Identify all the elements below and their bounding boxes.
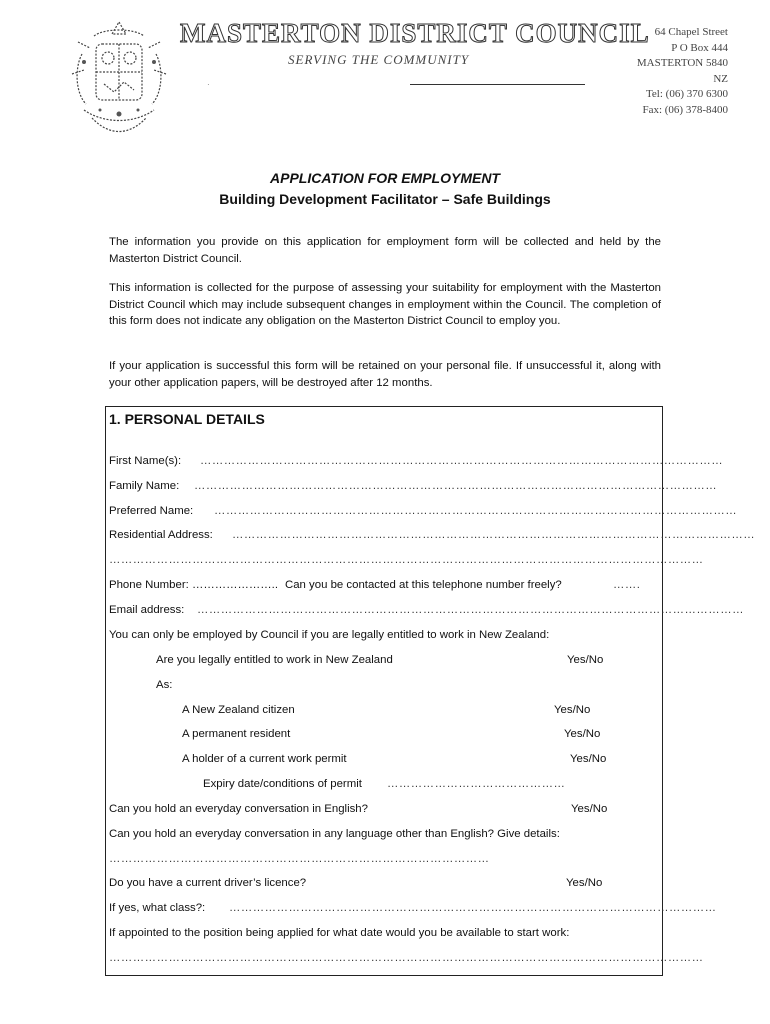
preferred-name-field[interactable]: …………………………………………………………………………………………………………………… [214,505,738,517]
preferred-name-label: Preferred Name: [109,505,194,517]
family-name-label: Family Name: [109,480,180,492]
other-language-question: Can you hold an everyday conversation in any language other than English? Give details: [109,828,560,840]
intro-paragraph-3: If your application is successful this form will be retained on your personal file. If unsuccessful it, along with your other application papers, will be destroyed after 12 months. [109,360,661,389]
licence-class-label: If yes, what class?: [109,902,206,914]
phone-contact-answer-field[interactable]: ……. [613,579,641,591]
drivers-licence-question: Do you have a current driver’s licence? [109,877,307,889]
council-name: MASTERTON DISTRICT COUNCIL [180,18,650,48]
permanent-resident-yes-no[interactable]: Yes/No [564,728,601,740]
licence-class-field[interactable]: …………………………………………………………………………………………………………… [229,902,717,914]
council-address [637,25,728,118]
phone-number-label: Phone Number: ………………….. [109,579,279,591]
intro-paragraph-1: The information you provide on this application for employment form will be collected and held by the Masterton District Council. [109,236,661,265]
council-crest-logo [64,14,174,140]
work-permit-option: A holder of a current work permit [182,753,347,765]
address-fax: Fax: (06) 378-8400 [642,103,728,116]
start-work-question: If appointed to the position being applied for what date would you be available to start work: [109,927,570,939]
address-pobox: P O Box 444 [671,41,728,54]
as-label: As: [156,679,173,691]
council-tagline: SERVING THE COMMUNITY [288,52,470,67]
permit-expiry-field[interactable]: ……………………………………… [387,778,566,790]
residential-address-field[interactable]: …………………………………………………………………………………………………………………… [232,529,756,541]
email-field[interactable]: ………………………………………………………………………………………………………………………… [197,604,744,616]
residential-address-field-line-2[interactable]: …………………………………………………………………………………………………………………………………… [109,554,704,566]
first-name-field[interactable]: …………………………………………………………………………………………………………………… [200,455,724,467]
nz-citizen-option: A New Zealand citizen [182,704,295,716]
permanent-resident-option: A permanent resident [182,728,291,740]
document-title: APPLICATION FOR EMPLOYMENT [270,170,500,186]
address-city: MASTERTON 5840 [636,57,728,69]
legally-entitled-yes-no[interactable]: Yes/No [567,654,604,666]
address-telephone: Tel: (06) 370 6300 [645,88,728,100]
work-permit-yes-no[interactable]: Yes/No [570,753,607,765]
start-work-field[interactable]: …………………………………………………………………………………………………………………………………… [109,952,704,964]
phone-contact-question: Can you be contacted at this telephone number freely? [285,579,562,591]
email-label: Email address: [109,604,185,616]
legally-entitled-question: Are you legally entitled to work in New Zealand [156,654,393,666]
english-conversation-yes-no[interactable]: Yes/No [571,803,608,815]
header-mark: · [207,80,210,89]
legal-entitlement-note: You can only be employed by Council if you are legally entitled to work in New Zealand: [109,629,550,641]
residential-address-label: Residential Address: [109,529,213,541]
address-street: 64 Chapel Street [654,26,728,38]
other-language-field[interactable]: …………………………………………………………………………………… [109,853,490,865]
drivers-licence-yes-no[interactable]: Yes/No [566,877,603,889]
section-title: 1. PERSONAL DETAILS [109,411,265,427]
first-name-label: First Name(s): [109,455,182,467]
intro-paragraph-2: This information is collected for the purpose of assessing your suitability for employment with the Masterton District Council which may include subsequent changes in employment within the Council. The completion of this form does not indicate any obligation on the Masterton District Council to employ you. [109,282,661,327]
english-conversation-question: Can you hold an everyday conversation in English? [109,803,368,815]
permit-expiry-label: Expiry date/conditions of permit [203,778,362,790]
nz-citizen-yes-no[interactable]: Yes/No [554,704,591,716]
address-country: NZ [713,72,728,85]
header-rule [410,84,585,85]
family-name-field[interactable]: …………………………………………………………………………………………………………………… [194,480,718,492]
document-subtitle: Building Development Facilitator – Safe Buildings [219,191,551,207]
